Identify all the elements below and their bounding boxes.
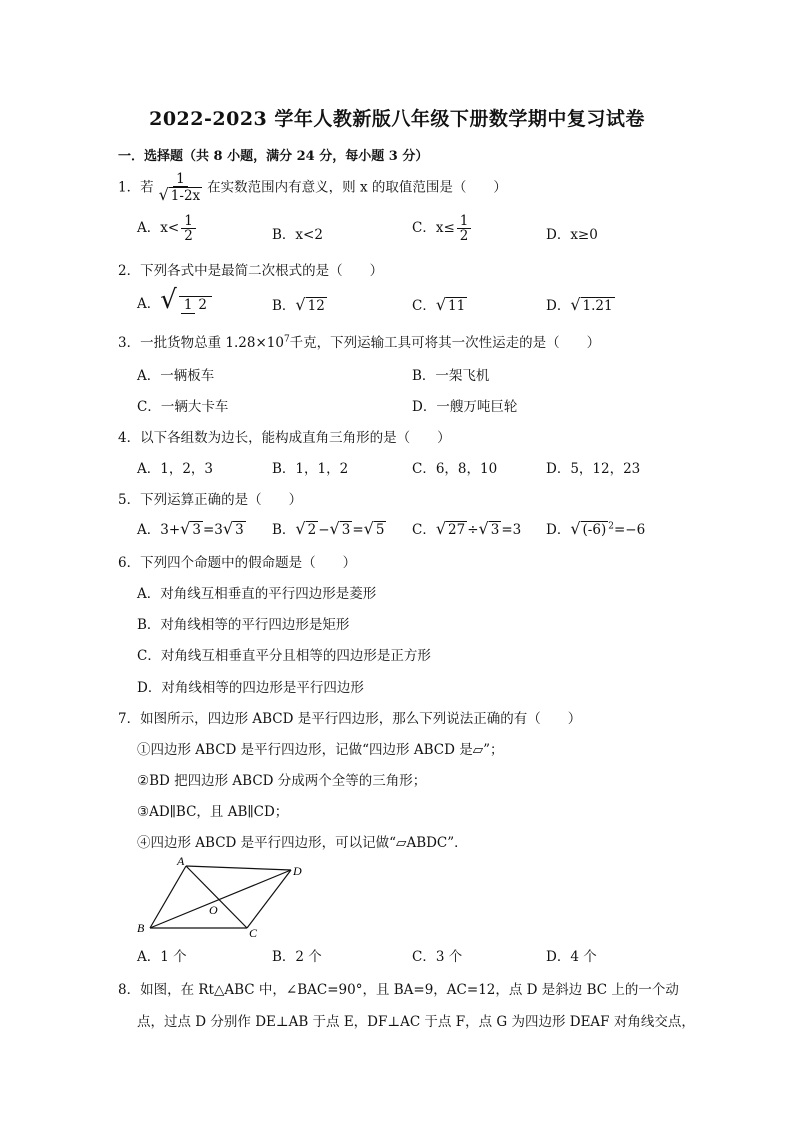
option-text: = xyxy=(352,522,364,538)
radicand: 27 xyxy=(448,522,466,538)
question-4: 4．以下各组数为边长，能构成直角三角形的是（ ） xyxy=(118,430,451,446)
q2-option-d xyxy=(546,294,615,314)
q5-option-d xyxy=(546,518,645,538)
q3-option-a: A．一辆板车 xyxy=(137,368,215,384)
question-6: 6．下列四个命题中的假命题是（ ） xyxy=(118,555,357,571)
q1-frac-num: 1 xyxy=(173,172,188,187)
frac-num: 1 xyxy=(181,297,196,314)
page-title: 2022-2023 学年人教新版八年级下册数学期中复习试卷 xyxy=(149,108,645,130)
radical-icon: √ xyxy=(158,185,169,205)
radicand: (-6) xyxy=(582,522,607,538)
question-1 xyxy=(118,172,507,204)
option-label: D． xyxy=(546,298,571,314)
q6-option-a: A．对角线互相垂直的平行四边形是菱形 xyxy=(137,586,377,602)
q2-option-c xyxy=(412,294,467,314)
frac-num: 1 xyxy=(457,214,472,229)
q1-fraction xyxy=(156,172,206,204)
option-text: A．3+ xyxy=(137,522,181,538)
radical-icon: √ xyxy=(570,519,581,538)
option-fraction xyxy=(181,214,196,243)
q7-option-a: A．1 个 xyxy=(137,949,187,965)
q1-option-a xyxy=(137,214,198,243)
radical-icon: √ xyxy=(435,295,447,314)
option-label: C． xyxy=(412,522,436,538)
question-2: 2．下列各式中是最简二次根式的是（ ） xyxy=(118,263,384,279)
q6-option-c: C．对角线互相垂直平分且相等的四边形是正方形 xyxy=(137,648,431,664)
option-label: A． xyxy=(137,220,161,237)
q7-option-d: D．4 个 xyxy=(546,949,597,965)
q1-suffix: 在实数范围内有意义，则 x 的取值范围是（ ） xyxy=(207,179,507,196)
radicand: 3 xyxy=(490,522,500,538)
q4-option-d: D．5，12，23 xyxy=(546,461,641,477)
q5-option-b xyxy=(272,518,386,538)
radicand: 1.21 xyxy=(582,298,613,314)
q1-frac-den-value: 1-2x xyxy=(170,188,201,205)
q4-option-a: A．1，2，3 xyxy=(137,461,214,477)
radical-icon: √ xyxy=(329,519,340,538)
q4-option-c: C．6，8，10 xyxy=(412,461,498,477)
option-text: =3 xyxy=(501,522,522,538)
vertex-b-label: B xyxy=(137,921,145,935)
q3-option-d: D．一艘万吨巨轮 xyxy=(412,399,518,415)
option-label: D． xyxy=(546,522,571,538)
option-label: B． xyxy=(272,298,296,314)
radical-icon: √ xyxy=(180,519,191,538)
option-label: B． xyxy=(272,522,296,538)
q4-option-b: B．1，1，2 xyxy=(272,461,349,477)
q6-option-d: D．对角线相等的四边形是平行四边形 xyxy=(137,680,364,696)
option-fraction xyxy=(179,296,212,313)
question-3 xyxy=(118,331,600,351)
radicand: 3 xyxy=(192,522,201,538)
option-text: =−6 xyxy=(613,522,646,538)
question-7: 7．如图所示，四边形 ABCD 是平行四边形，那么下列说法正确的有（ ） xyxy=(118,711,582,727)
q7-statement-4: ④四边形 ABCD 是平行四边形，可以记做“▱ABDC”． xyxy=(137,835,468,851)
q7-statement-3: ③AD∥BC，且 AB∥CD； xyxy=(137,804,289,820)
q3-option-b: B．一架飞机 xyxy=(412,368,490,384)
q2-option-b xyxy=(272,294,327,314)
question-8-line-1: 8．如图，在 Rt△ABC 中，∠BAC=90°，且 BA=9，AC=12，点 D 是斜边 BC 上的一个动 xyxy=(118,982,679,998)
q3-text: 3．一批货物总重 1.28×10 xyxy=(118,335,284,351)
q7-option-b: B．2 个 xyxy=(272,949,322,965)
radicand: 2 xyxy=(307,522,317,538)
frac-den: 2 xyxy=(459,228,469,245)
q7-statement-1: ①四边形 ABCD 是平行四边形，记做“四边形 ABCD 是▱”； xyxy=(137,742,504,758)
q5-option-c xyxy=(412,518,521,538)
vertex-c-label: C xyxy=(249,926,258,940)
option-label: C． xyxy=(412,220,436,237)
q3-option-c: C．一辆大卡车 xyxy=(137,399,229,415)
option-fraction xyxy=(457,214,472,243)
frac-num: 1 xyxy=(181,214,196,229)
option-label: C． xyxy=(412,298,436,314)
option-text: x< xyxy=(160,220,180,237)
frac-den: 2 xyxy=(198,296,208,313)
radicand: 12 xyxy=(307,298,325,314)
q5-option-a xyxy=(137,518,246,538)
q7-statement-2: ②BD 把四边形 ABCD 分成两个全等的三角形； xyxy=(137,773,427,789)
option-text: − xyxy=(318,522,330,538)
edge-ab xyxy=(150,866,186,928)
diagonal-bd xyxy=(150,870,291,928)
q1-prefix: 1．若 xyxy=(118,179,154,196)
question-8-line-2: 点，过点 D 分别作 DE⊥AB 于点 E，DF⊥AC 于点 F，点 G 为四边形 DEAF 对角线交点， xyxy=(137,1014,695,1030)
q1-option-c xyxy=(412,214,473,243)
section-heading: 一．选择题（共 8 小题，满分 24 分，每小题 3 分） xyxy=(118,149,429,164)
parallelogram-figure xyxy=(135,855,310,940)
option-text: =3 xyxy=(202,522,223,538)
vertex-a-label: A xyxy=(177,855,185,868)
radical-icon: √ xyxy=(295,519,306,538)
option-text: ÷ xyxy=(467,522,479,538)
q3-text-end: 千克，下列运输工具可将其一次性运走的是（ ） xyxy=(289,335,601,351)
edge-ad xyxy=(186,866,291,870)
frac-den: 2 xyxy=(184,228,193,245)
exponent: 2 xyxy=(608,521,614,532)
q7-option-c: C．3 个 xyxy=(412,949,463,965)
radicand: 3 xyxy=(235,522,244,538)
q1-option-d: D．x≥0 xyxy=(546,227,598,243)
q6-option-b: B．对角线相等的平行四边形是矩形 xyxy=(137,617,350,633)
radical-icon: √ xyxy=(478,519,489,538)
radical-icon: √ xyxy=(222,519,234,538)
question-5: 5．下列运算正确的是（ ） xyxy=(118,492,303,508)
radicand: 5 xyxy=(375,522,385,538)
option-label: A． xyxy=(137,296,161,312)
radical-icon: √ xyxy=(295,295,306,314)
radical-icon: √ xyxy=(570,295,581,314)
q1-option-b: B．x<2 xyxy=(272,227,323,243)
q3-exponent: 7 xyxy=(283,334,290,345)
radical-icon: √ xyxy=(160,285,177,315)
center-o-label: O xyxy=(209,903,218,917)
option-text: x≤ xyxy=(435,220,455,237)
radicand: 11 xyxy=(448,298,466,314)
radical-icon: √ xyxy=(435,519,447,538)
q1-frac-den xyxy=(156,187,206,204)
radical-icon: √ xyxy=(363,519,374,538)
radicand: 3 xyxy=(341,522,351,538)
diagonal-ac xyxy=(186,866,247,928)
q2-option-a xyxy=(137,285,214,315)
vertex-d-label: D xyxy=(293,864,302,878)
